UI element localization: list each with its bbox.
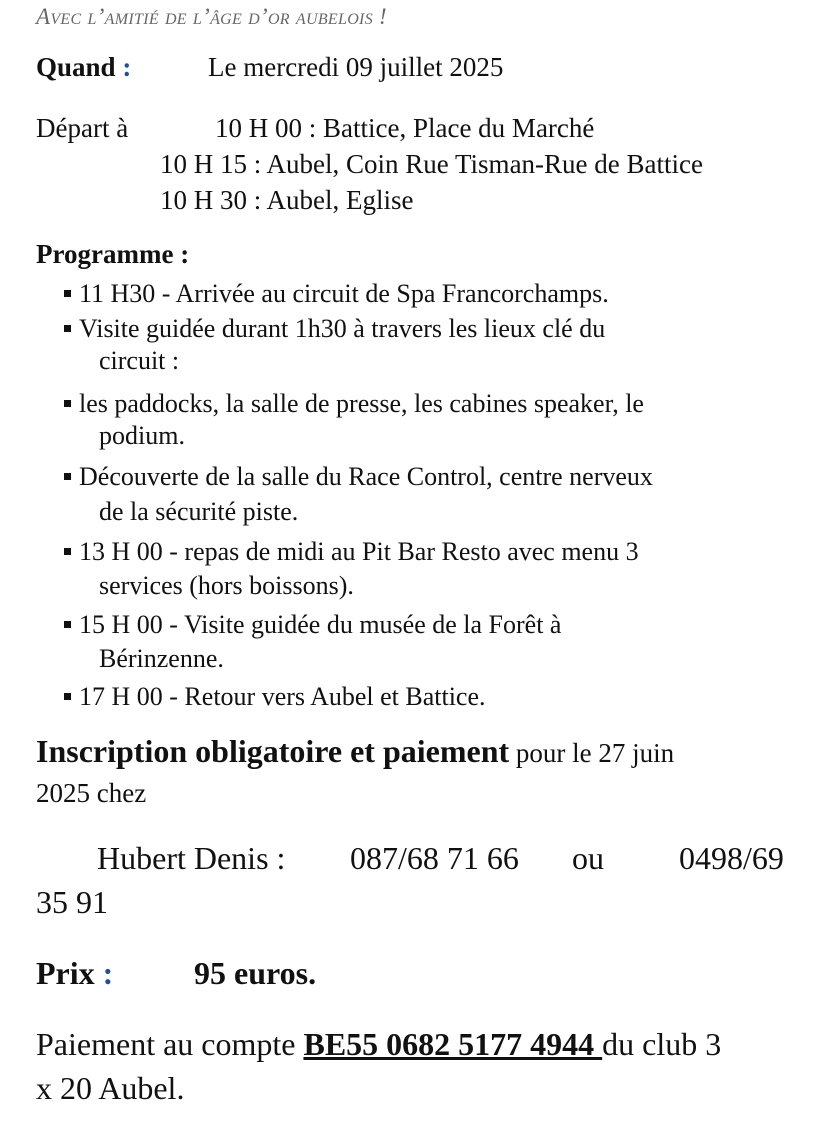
bank-account: BE55 0682 5177 4944 (303, 1026, 603, 1062)
program-item: les paddocks, la salle de presse, les cabines speaker, le (64, 386, 644, 421)
bullet-icon (64, 325, 71, 332)
payment-suffix: du club 3 (602, 1026, 722, 1062)
contact-or: ou (572, 840, 604, 876)
departure-stop: 10 H 15 : Aubel, Coin Rue Tisman-Rue de Battice (160, 149, 703, 179)
program-item-continuation: Bérinzenne. (99, 644, 224, 673)
bullet-icon (64, 693, 71, 700)
program-item: Découverte de la salle du Race Control, centre nerveux (64, 459, 653, 494)
when-label-text: Quand (36, 52, 116, 82)
program-title: Programme : (36, 239, 190, 269)
program-item: 15 H 00 - Visite guidée du musée de la Forêt à (64, 607, 561, 642)
registration-deadline: pour le 27 juin (509, 738, 675, 768)
tagline: Avec l’amitié de l’âge d’or aubelois ! (36, 4, 387, 29)
program-item: 11 H30 - Arrivée au circuit de Spa Francorchamps. (64, 276, 609, 311)
event-date: Le mercredi 09 juillet 2025 (208, 52, 504, 82)
departure-stop: 10 H 00 : Battice, Place du Marché (215, 113, 595, 143)
bullet-icon (64, 621, 71, 628)
price-value: 95 euros. (194, 955, 317, 991)
contact-name: Hubert Denis : (97, 840, 286, 876)
contact-mobile-cont: 35 91 (36, 884, 108, 920)
program-item-continuation: circuit : (99, 346, 180, 375)
contact-phone: 087/68 71 66 (350, 840, 519, 876)
price-colon: : (102, 955, 114, 991)
program-item-continuation: podium. (99, 421, 185, 450)
program-item-continuation: de la sécurité piste. (99, 497, 299, 526)
registration-bold: Inscription obligatoire et paiement (36, 733, 510, 769)
program-item: 13 H 00 - repas de midi au Pit Bar Resto avec menu 3 (64, 534, 639, 569)
registration-line (36, 733, 674, 770)
program-item: Visite guidée durant 1h30 à travers les lieux clé du (64, 311, 605, 346)
bullet-icon (64, 548, 71, 555)
program-item-continuation: services (hors boissons). (99, 571, 354, 600)
program-item: 17 H 00 - Retour vers Aubel et Battice. (64, 679, 486, 714)
bullet-icon (64, 400, 71, 407)
price-label: Prix : (36, 955, 114, 991)
contact-mobile: 0498/69 (679, 840, 784, 876)
payment-line (36, 1026, 721, 1063)
departure-stop: 10 H 30 : Aubel, Eglise (160, 185, 414, 215)
registration-line2: 2025 chez (36, 778, 147, 808)
bullet-icon (64, 290, 71, 297)
payment-line2: x 20 Aubel. (36, 1070, 185, 1106)
departure-label: Départ à (36, 113, 129, 143)
when-label (36, 52, 131, 83)
when-colon: : (122, 52, 132, 82)
payment-prefix: Paiement au compte (36, 1026, 304, 1062)
bullet-icon (64, 473, 71, 480)
